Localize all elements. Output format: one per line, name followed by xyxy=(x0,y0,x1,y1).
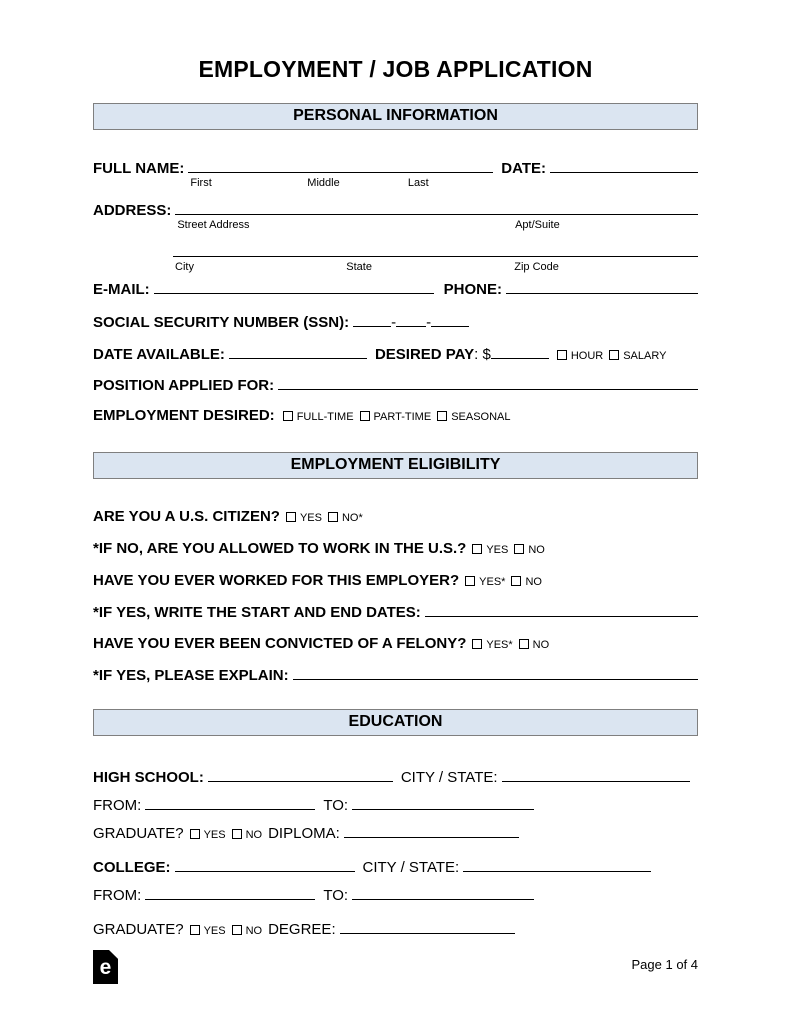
street-address-field[interactable] xyxy=(175,202,698,231)
college-to-field[interactable] xyxy=(352,887,534,900)
worked-yes-checkbox[interactable] xyxy=(465,576,475,586)
position-field[interactable] xyxy=(278,377,698,390)
allowed-yes-label: YES xyxy=(486,544,509,556)
phone-field[interactable] xyxy=(506,281,698,294)
college-graduate-yes-label: YES xyxy=(203,925,226,937)
allowed-question-row xyxy=(93,540,698,559)
college-graduate-row xyxy=(93,921,698,940)
position-row xyxy=(93,377,698,395)
date-label: DATE: xyxy=(501,160,546,177)
first-name-sublabel: First xyxy=(190,177,212,189)
zip-code-sublabel: Zip Code xyxy=(514,261,559,273)
full-name-label: FULL NAME: xyxy=(93,160,185,177)
part-time-checkbox[interactable] xyxy=(360,411,370,421)
college-from-field[interactable] xyxy=(145,887,315,900)
desired-pay-label: DESIRED PAY xyxy=(374,346,475,363)
phone-label: PHONE: xyxy=(443,281,502,298)
start-end-dates-field[interactable] xyxy=(425,604,698,617)
college-city-state-label: CITY / STATE: xyxy=(362,859,460,876)
college-city-state-field[interactable] xyxy=(463,859,651,872)
explain-row xyxy=(93,667,698,685)
start-end-dates-row xyxy=(93,604,698,622)
date-field[interactable] xyxy=(550,160,698,173)
college-graduate-option-yes xyxy=(190,922,226,940)
allowed-no-checkbox[interactable] xyxy=(514,544,524,554)
hour-label: HOUR xyxy=(570,350,604,362)
college-from-label: FROM: xyxy=(93,887,142,904)
degree-label: DEGREE: xyxy=(268,921,336,938)
worked-option-yes xyxy=(465,573,505,591)
full-time-label: FULL-TIME xyxy=(296,411,354,423)
section-header-education: EDUCATION xyxy=(93,709,698,736)
hs-from-field[interactable] xyxy=(145,797,315,810)
worked-question-label: HAVE YOU EVER WORKED FOR THIS EMPLOYER? xyxy=(93,572,460,589)
high-school-field[interactable] xyxy=(208,769,393,782)
hour-checkbox[interactable] xyxy=(557,350,567,360)
salary-checkbox[interactable] xyxy=(609,350,619,360)
hs-city-state-label: CITY / STATE: xyxy=(400,769,498,786)
hs-to-label: TO: xyxy=(323,797,349,814)
college-graduate-label: GRADUATE? xyxy=(93,921,184,938)
hs-to-field[interactable] xyxy=(352,797,534,810)
citizen-no-label: NO* xyxy=(341,512,363,524)
diploma-label: DIPLOMA: xyxy=(268,825,340,842)
degree-field[interactable] xyxy=(340,921,515,934)
explain-field[interactable] xyxy=(293,667,698,680)
date-available-label: DATE AVAILABLE: xyxy=(93,346,225,363)
felony-question-row xyxy=(93,635,698,654)
desired-pay-field[interactable] xyxy=(491,346,549,359)
page-title: EMPLOYMENT / JOB APPLICATION xyxy=(198,56,593,82)
high-school-row xyxy=(93,769,698,787)
ssn-field-2[interactable] xyxy=(396,314,426,327)
worked-question-row xyxy=(93,572,698,591)
last-name-sublabel: Last xyxy=(407,177,429,189)
street-address-sublabel: Street Address xyxy=(177,219,250,231)
hs-graduate-label: GRADUATE? xyxy=(93,825,184,842)
email-phone-row xyxy=(93,281,698,299)
seasonal-label: SEASONAL xyxy=(451,411,511,423)
college-graduate-yes-checkbox[interactable] xyxy=(190,925,200,935)
logo-letter: e xyxy=(99,956,112,979)
employment-option-part-time xyxy=(360,408,432,426)
seasonal-checkbox[interactable] xyxy=(437,411,447,421)
hs-graduate-yes-checkbox[interactable] xyxy=(190,829,200,839)
hs-graduate-no-label: NO xyxy=(245,829,263,841)
ssn-separator-2: - xyxy=(426,314,432,331)
worked-option-no xyxy=(511,573,542,591)
employment-option-full-time xyxy=(283,408,354,426)
state-sublabel: State xyxy=(346,261,372,273)
college-label: COLLEGE: xyxy=(93,859,171,876)
section-header-employment-eligibility: EMPLOYMENT ELIGIBILITY xyxy=(93,452,698,479)
citizen-option-no xyxy=(328,509,363,527)
hs-from-to-row xyxy=(93,797,698,815)
start-end-dates-label: *IF YES, WRITE THE START AND END DATES: xyxy=(93,604,421,621)
address-label: ADDRESS: xyxy=(93,202,172,219)
ssn-field-1[interactable] xyxy=(353,314,391,327)
allowed-no-label: NO xyxy=(528,544,545,556)
explain-label: *IF YES, PLEASE EXPLAIN: xyxy=(93,667,289,684)
employment-option-seasonal xyxy=(437,408,510,426)
apt-suite-sublabel: Apt/Suite xyxy=(515,219,560,231)
hs-from-label: FROM: xyxy=(93,797,142,814)
city-state-zip-field[interactable] xyxy=(173,244,698,273)
worked-no-checkbox[interactable] xyxy=(511,576,521,586)
citizen-option-yes xyxy=(286,509,322,527)
allowed-option-no xyxy=(514,541,545,559)
pay-option-salary xyxy=(609,347,666,365)
hs-graduate-yes-label: YES xyxy=(203,829,226,841)
full-time-checkbox[interactable] xyxy=(283,411,293,421)
employment-desired-row xyxy=(93,407,698,426)
allowed-option-yes xyxy=(472,541,508,559)
page-number: Page 1 of 4 xyxy=(631,957,698,972)
hs-city-state-field[interactable] xyxy=(502,769,690,782)
ssn-row xyxy=(93,314,698,332)
college-graduate-no-checkbox[interactable] xyxy=(232,925,242,935)
college-from-to-row xyxy=(93,887,698,905)
citizen-yes-checkbox[interactable] xyxy=(286,512,296,522)
section-header-personal-information: PERSONAL INFORMATION xyxy=(93,103,698,130)
date-available-field[interactable] xyxy=(229,346,367,359)
eforms-logo-icon xyxy=(93,950,118,984)
college-row xyxy=(93,859,698,877)
diploma-field[interactable] xyxy=(344,825,519,838)
email-label: E-MAIL: xyxy=(93,281,150,298)
full-name-row xyxy=(93,160,698,189)
allowed-question-label: *IF NO, ARE YOU ALLOWED TO WORK IN THE U.S.? xyxy=(93,540,467,557)
college-field[interactable] xyxy=(175,859,355,872)
felony-option-no xyxy=(519,636,550,654)
allowed-yes-checkbox[interactable] xyxy=(472,544,482,554)
position-applied-label: POSITION APPLIED FOR: xyxy=(93,377,275,394)
hs-graduate-no-checkbox[interactable] xyxy=(232,829,242,839)
worked-yes-label: YES* xyxy=(479,576,506,588)
date-available-row xyxy=(93,346,698,365)
citizen-question-row xyxy=(93,508,698,527)
worked-no-label: NO xyxy=(525,576,542,588)
ssn-separator: - xyxy=(391,314,397,331)
hs-graduate-row xyxy=(93,825,698,844)
felony-option-yes xyxy=(472,636,512,654)
felony-question-label: HAVE YOU EVER BEEN CONVICTED OF A FELONY? xyxy=(93,635,467,652)
desired-pay-punct: : $ xyxy=(474,346,491,363)
college-to-label: TO: xyxy=(323,887,349,904)
felony-no-label: NO xyxy=(532,639,550,651)
felony-yes-checkbox[interactable] xyxy=(472,639,482,649)
employment-desired-label: EMPLOYMENT DESIRED: xyxy=(93,407,275,424)
felony-yes-label: YES* xyxy=(486,639,513,651)
address-row xyxy=(93,202,698,231)
ssn-label: SOCIAL SECURITY NUMBER (SSN): xyxy=(93,314,350,331)
pay-option-hour xyxy=(557,347,603,365)
hs-graduate-option-no xyxy=(232,826,263,844)
felony-no-checkbox[interactable] xyxy=(519,639,529,649)
ssn-field-3[interactable] xyxy=(431,314,469,327)
city-sublabel: City xyxy=(175,261,194,273)
email-field[interactable] xyxy=(154,281,434,294)
college-graduate-option-no xyxy=(232,922,263,940)
page-footer xyxy=(93,950,698,984)
part-time-label: PART-TIME xyxy=(373,411,432,423)
salary-label: SALARY xyxy=(623,350,667,362)
citizen-no-checkbox[interactable] xyxy=(328,512,338,522)
college-graduate-no-label: NO xyxy=(245,925,263,937)
hs-graduate-option-yes xyxy=(190,826,226,844)
high-school-label: HIGH SCHOOL: xyxy=(93,769,204,786)
middle-name-sublabel: Middle xyxy=(307,177,340,189)
citizen-yes-label: YES xyxy=(299,512,322,524)
address-row-2 xyxy=(93,244,698,273)
citizen-question-label: ARE YOU A U.S. CITIZEN? xyxy=(93,508,280,525)
full-name-field[interactable] xyxy=(188,160,493,189)
